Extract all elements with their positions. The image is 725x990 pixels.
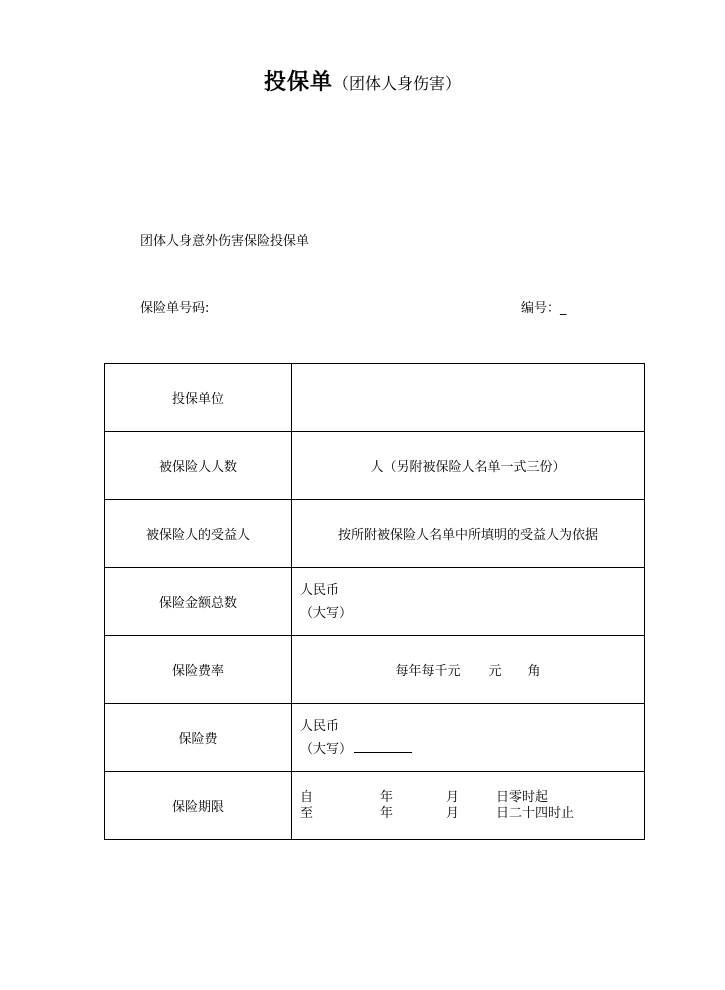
table-row: [105, 500, 645, 568]
form-name: 团体人身意外伤害保险投保单: [140, 234, 310, 249]
serial-number-label: 编号：_: [521, 301, 567, 316]
table-row: [105, 568, 645, 636]
premium-blank-line[interactable]: [354, 739, 412, 753]
document-title: [0, 65, 725, 96]
capital-amount-label: （大写）: [300, 605, 353, 621]
insurance-period-field[interactable]: [292, 772, 645, 840]
table-row: [105, 704, 645, 772]
premium-rate-field[interactable]: [292, 636, 645, 704]
beneficiary-field[interactable]: 按所附被保险人名单中所填明的受益人为依据: [292, 500, 645, 568]
period-end-line: 至 年 月 日二十四时止: [300, 805, 575, 821]
period-start-line: 自 年 月 日零时起: [300, 789, 549, 805]
premium-field[interactable]: [292, 704, 645, 772]
beneficiary-label: 被保险人的受益人: [105, 500, 292, 568]
yuan-unit: 元: [488, 664, 502, 679]
insured-unit-field[interactable]: [292, 364, 645, 432]
insurance-period-label: 保险期限: [105, 772, 292, 840]
capital-amount-label: （大写）: [300, 741, 353, 757]
title-subtitle: （团体人身伤害）: [333, 74, 462, 93]
rate-per-thousand-text: 每年每千元: [395, 664, 461, 679]
insured-count-label: 被保险人人数: [105, 432, 292, 500]
application-form-table: [104, 363, 645, 840]
table-row: [105, 364, 645, 432]
premium-rate-label: 保险费率: [105, 636, 292, 704]
premium-label: 保险费: [105, 704, 292, 772]
policy-number-label: 保险单号码:: [140, 301, 210, 316]
insured-unit-label: 投保单位: [105, 364, 292, 432]
jiao-unit: 角: [527, 664, 541, 679]
currency-label: 人民币: [300, 718, 340, 734]
insured-count-field[interactable]: 人（另附被保险人名单一式三份）: [292, 432, 645, 500]
table-row: [105, 636, 645, 704]
table-row: [105, 432, 645, 500]
sum-insured-label: 保险金额总数: [105, 568, 292, 636]
table-row: [105, 772, 645, 840]
sum-insured-field[interactable]: [292, 568, 645, 636]
currency-label: 人民币: [300, 582, 340, 598]
title-main: 投保单: [263, 70, 333, 95]
